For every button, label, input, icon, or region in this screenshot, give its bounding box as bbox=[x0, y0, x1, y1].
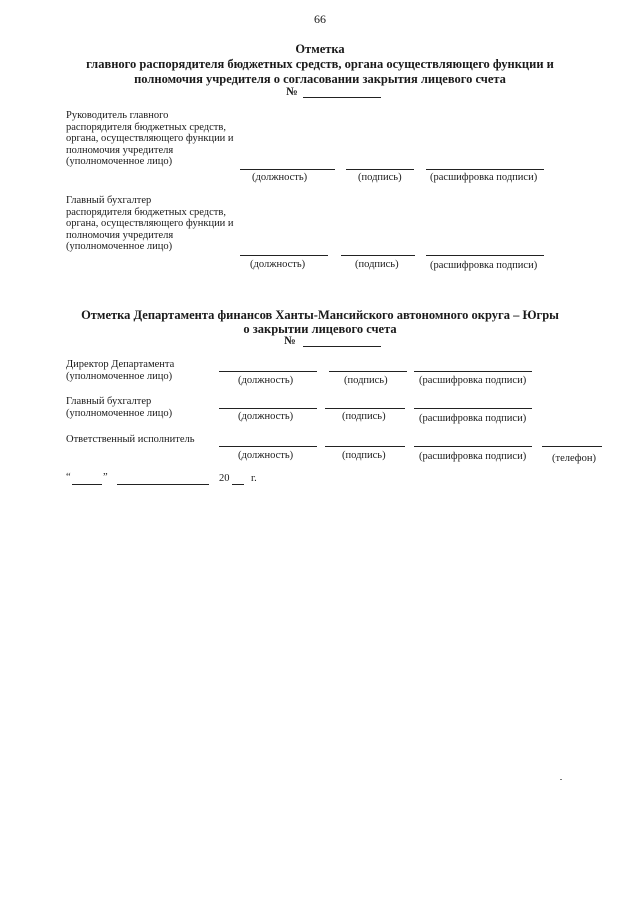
section1-number-field[interactable] bbox=[303, 97, 381, 98]
s2-signer3-signature-caption: (подпись) bbox=[342, 450, 386, 461]
section1-subtitle-line2: полномочия учредителя о согласовании закрытия лицевого счета bbox=[134, 72, 506, 86]
s2-signer3-decoding-field[interactable] bbox=[414, 446, 532, 447]
s2-signer3-signature-field[interactable] bbox=[325, 446, 405, 447]
date-open-quote: “ bbox=[66, 472, 71, 483]
section1-title: Отметка bbox=[295, 42, 345, 56]
date-day-field[interactable] bbox=[72, 484, 102, 485]
s2-signer2-position-field[interactable] bbox=[219, 408, 317, 409]
s2-signer1-signature-caption: (подпись) bbox=[344, 375, 388, 386]
section2-title-line1: Отметка Департамента финансов Ханты-Мансийского автономного округа – Югры bbox=[81, 308, 559, 322]
s1-signer2-position-field[interactable] bbox=[240, 255, 328, 256]
s2-signer3-label: Ответственный исполнитель bbox=[66, 434, 195, 445]
s1-signer1-signature-field[interactable] bbox=[346, 169, 414, 170]
s2-signer1-signature-field[interactable] bbox=[329, 371, 407, 372]
s1-signer2-decoding-caption: (расшифровка подписи) bbox=[430, 260, 538, 271]
s2-signer1-decoding-caption: (расшифровка подписи) bbox=[419, 375, 527, 386]
date-month-field[interactable] bbox=[117, 484, 209, 485]
s1-signer2-decoding-field[interactable] bbox=[426, 255, 544, 256]
scan-speck bbox=[560, 779, 562, 780]
section2-number-field[interactable] bbox=[303, 346, 381, 347]
section1-number-label: № bbox=[286, 86, 298, 98]
s1-signer1-decoding-field[interactable] bbox=[426, 169, 544, 170]
s2-signer2-decoding-field[interactable] bbox=[414, 408, 532, 409]
s2-signer1-position-caption: (должность) bbox=[238, 375, 294, 386]
s2-signer2-signature-field[interactable] bbox=[325, 408, 405, 409]
s2-signer3-phone-field[interactable] bbox=[542, 446, 602, 447]
date-close-quote: ” bbox=[103, 472, 108, 483]
s2-signer3-decoding-caption: (расшифровка подписи) bbox=[419, 451, 527, 462]
s2-signer1-decoding-field[interactable] bbox=[414, 371, 532, 372]
s2-signer2-label: Главный бухгалтер (уполномоченное лицо) bbox=[66, 396, 173, 419]
date-year-suffix: г. bbox=[251, 473, 257, 484]
s2-signer2-decoding-caption: (расшифровка подписи) bbox=[419, 413, 527, 424]
s2-signer3-phone-caption: (телефон) bbox=[552, 453, 596, 464]
s2-signer3-position-field[interactable] bbox=[219, 446, 317, 447]
s2-signer2-signature-caption: (подпись) bbox=[342, 411, 386, 422]
page-number: 66 bbox=[314, 12, 326, 26]
section2-title-line2: о закрытии лицевого счета bbox=[243, 322, 397, 336]
section1-subtitle-line1: главного распорядителя бюджетных средств, органа осуществляющего функции и bbox=[86, 57, 554, 71]
s1-signer1-signature-caption: (подпись) bbox=[358, 172, 402, 183]
date-year-prefix: 20 bbox=[219, 473, 230, 484]
section2-number-label: № bbox=[284, 335, 296, 347]
s1-signer2-label: Главный бухгалтер распорядителя бюджетных средств, органа, осуществляющего функции и полномочия учредителя (уполномоченное лицо) bbox=[66, 195, 234, 252]
s1-signer2-position-caption: (должность) bbox=[250, 259, 306, 270]
s2-signer1-position-field[interactable] bbox=[219, 371, 317, 372]
date-year-field[interactable] bbox=[232, 484, 244, 485]
s1-signer1-label: Руководитель главного распорядителя бюджетных средств, органа, осуществляющего функции и полномочия учредителя (уполномоченное лицо) bbox=[66, 110, 234, 167]
s2-signer1-label: Директор Департамента (уполномоченное лицо) bbox=[66, 359, 175, 382]
s1-signer1-decoding-caption: (расшифровка подписи) bbox=[430, 172, 538, 183]
s1-signer1-position-field[interactable] bbox=[240, 169, 335, 170]
s2-signer2-position-caption: (должность) bbox=[238, 411, 294, 422]
s2-signer3-position-caption: (должность) bbox=[238, 450, 294, 461]
s1-signer2-signature-field[interactable] bbox=[341, 255, 415, 256]
s1-signer1-position-caption: (должность) bbox=[252, 172, 308, 183]
s1-signer2-signature-caption: (подпись) bbox=[355, 259, 399, 270]
